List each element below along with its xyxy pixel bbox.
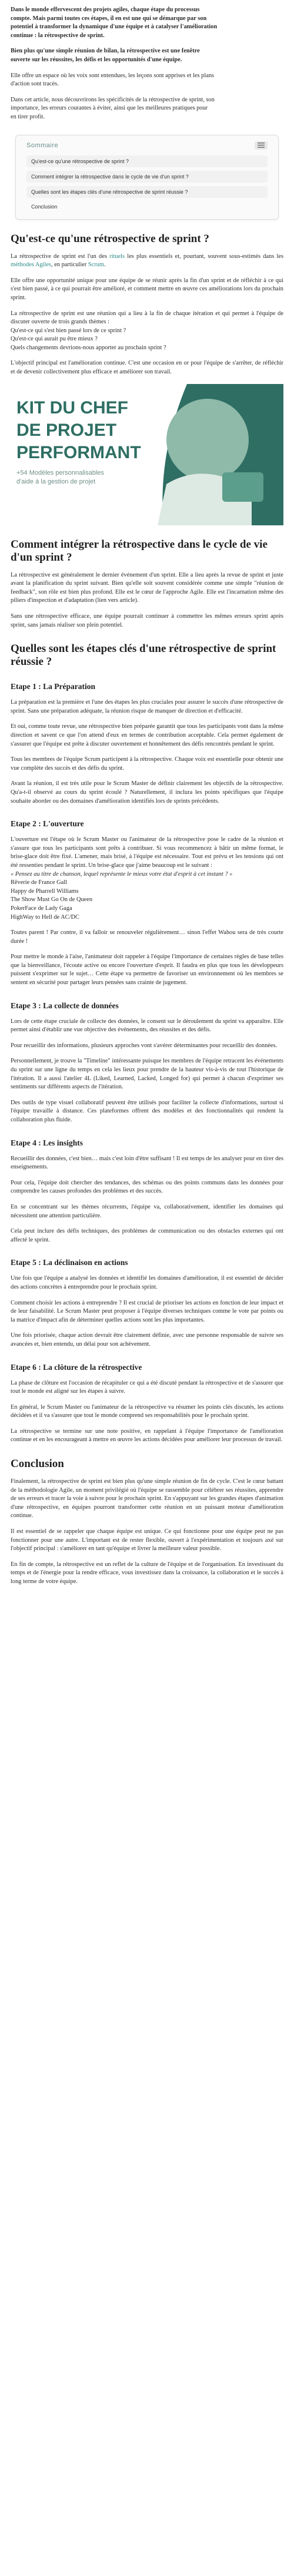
intro-paragraph-1: Dans le monde effervescent des projets agiles, chaque étape du processus compte. Mais parmi toutes ces étapes, il en est une qui se démarque par son potentiel à transformer la dynamique d'une équipe et à catalyser l'amélioration continue : la rétrospective de sprint.	[11, 6, 218, 39]
paragraph: Une fois que l'équipe a analysé les données et identifié les domaines d'amélioration, il est essentiel de décider des actions concrètes à entreprendre pour le prochain sprint.	[11, 1275, 283, 1290]
paragraph: La préparation est la première et l'une des étapes les plus cruciales pour assurer le succès d'une rétrospective de sprint. Sans une préparation adéquate, la réunion risque de manquer de direction et d'efficacité.	[11, 699, 283, 714]
list-item: Qu'est-ce qui s'est bien passé lors de ce sprint ?	[11, 327, 126, 334]
link-scrum[interactable]: Scrum	[88, 261, 105, 269]
toc-header	[26, 141, 268, 150]
paragraph: Lors de cette étape cruciale de collecte des données, le consent sur le déroulement du sprint va apparaître. Elle permet ainsi d'établir une vue objective des événements, des réussites et des défis.	[11, 1018, 283, 1034]
paragraph: Elle offre une opportunité unique pour une équipe de se réunir après la fin d'un sprint et de réfléchir à ce qui s'est bien passé, à ce qui pourrait être amélioré, et comment mettre en œuvre ces améliorations lors du prochain sprint.	[11, 277, 283, 301]
list-item: The Show Must Go On de Queen	[11, 896, 93, 903]
toc-link-retrospective[interactable]: Qu'est-ce qu'une rétrospective de sprint ?	[26, 155, 268, 167]
intro-paragraph-2: Bien plus qu'une simple réunion de bilan, la rétrospective est une fenêtre ouverte sur les réussites, les défis et les opportunités d'une équipe.	[11, 48, 200, 63]
paragraph: La rétrospective de sprint est l'un des rituels les plus essentiels et, pourtant, souvent sous-estimés dans les méthodes Agiles, en particulier Scrum.	[11, 253, 283, 269]
table-of-contents	[15, 135, 279, 220]
toc-link-etapes[interactable]: Quelles sont les étapes clés d'une rétrospective de sprint réussie ?	[26, 186, 268, 198]
paragraph: Et oui, comme toute revue, une rétrospective bien préparée garantit que tous les participants vont dans la même direction et savent ce que l'on attend d'eux en termes de contribution acceptable. Cela permet également de s'assurer que l'équipe est prête à discuter ouvertement et honnêtement des défis rencontrés pendant le sprint.	[11, 723, 283, 747]
list-item: HighWay to Hell de AC/DC	[11, 913, 79, 921]
paragraph: Une fois priorisée, chaque action devrait être clairement définie, avec une personne responsable de suivre ses avancées et, bien entendu, un délai pour son achèvement.	[11, 1332, 283, 1347]
banner-title-line-3: PERFORMANT	[16, 442, 141, 462]
paragraph: En se concentrant sur les thèmes récurrents, l'équipe va, collaborativement, identifier les domaines qui nécessitent une attention particulière.	[11, 1203, 283, 1219]
banner-circle-shape	[166, 399, 249, 481]
paragraph: Sans une rétrospective efficace, une équipe pourrait continuer à commettre les mêmes erreurs sprint après sprint, sans jamais réaliser son plein potentiel.	[11, 613, 283, 628]
paragraph: L'objectif principal est l'amélioration continue. C'est une occasion en or pour l'équipe de s'arrêter, de réfléchir et de devenir collectivement plus efficace et améliorer son travail.	[11, 360, 283, 376]
step-heading-3: Etape 3 : La collecte de données	[11, 1001, 119, 1010]
paragraph: La rétrospective de sprint est une réunion qui a lieu à la fin de chaque itération et qui permet à l'équipe de discuter ouverte de trois grands thèmes :	[11, 310, 283, 326]
paragraph: Cela peut inclure des défis techniques, des problèmes de communication ou des obstacles externes qui ont affecté le sprint.	[11, 1228, 283, 1243]
kit-chef-de-projet-banner[interactable]	[11, 384, 283, 525]
paragraph: En fin de compte, la rétrospective est un reflet de la culture de l'équipe et de l'organisation. En investissant du temps et de l'énergie pour la rendre efficace, vous investissez dans la croissance, la collaboration et le succès à long terme de votre équipe.	[11, 1561, 283, 1585]
paragraph: Des outils de type visuel collaboratif peuvent être utilisés pour faciliter la collecte d'informations, surtout si l'équipe travaille à distance. Ces plateformes offrent des modèles et des fonctionnalités qui rendent la collaboration plus fluide.	[11, 1099, 283, 1123]
intro-paragraph-4: Dans cet article, nous découvrirons les spécificités de la rétrospective de sprint, son importance, les erreurs courantes à éviter, ainsi que les meilleures pratiques pour en tirer profit.	[11, 96, 215, 120]
paragraph: Toutes parent ! Par contre, il va falloir se renouveler régulièrement… sinon l'effet Wahou sera de très courte durée !	[11, 929, 283, 945]
toc-link-integration[interactable]: Comment intégrer la rétrospective dans le cycle de vie d'un sprint ?	[26, 171, 268, 183]
toc-title: Sommaire	[26, 141, 59, 149]
paragraph: Pour cela, l'équipe doit chercher des tendances, des schémas ou des points communs dans les données pour comprendre les causes profondes des problèmes et des succès.	[11, 1179, 283, 1195]
paragraph: Pour mettre le monde à l'aise, l'animateur doit rappeler à l'équipe l'importance de certaines règles de base telles que la bienveillance, l'écoute active ou encore l'ouverture d'esprit. Il faudra en plus que tous les développeurs puissent s'exprimer sur le sujet… Cette étape va permettre de favoriser un environnement où les membres se sentent en sécurité pour partager leurs pensées sans crainte de jugement.	[11, 953, 283, 986]
list-item: PokerFace de Lady Gaga	[11, 905, 72, 912]
paragraph: Il est essentiel de se rappeler que chaque équipe est unique. Ce qui fonctionne pour une équipe peut ne pas fonctionner pour une autre. L'important est de rester flexible, ouvert à l'expérimentation et toujours axé sur l'objectif principal : s'améliorer en tant qu'équipe et livrer la meilleure valeur possible.	[11, 1528, 283, 1552]
banner-subtitle-line-1: +54 Modèles personnalisables	[16, 469, 104, 476]
paragraph: Avant la réunion, il est très utile pour le Scrum Master de définir clairement les objectifs de la rétrospective. Qu'a-t-il observé au cours du sprint écoulé ? Naturellement, il inclura les points spécifiques que l'équipe souhaite aborder ou des domaines d'amélioration identifiés lors de sprints précédents.	[11, 780, 283, 804]
section-heading-conclusion: Conclusion	[11, 1458, 64, 1471]
article	[11, 0, 283, 1587]
paragraph: La rétrospective se termine sur une note positive, en rappelant à l'équipe l'importance de l'amélioration continue et en les encourageant à mettre en œuvre les actions décidées pour améliorer leur processus de travail.	[11, 1428, 283, 1443]
link-rituels[interactable]: rituels	[109, 253, 125, 260]
link-methodes-agiles[interactable]: méthodes Agiles	[11, 261, 51, 269]
list-item: Happy de Pharrell Williams	[11, 888, 79, 895]
toc-link-conclusion[interactable]: Conclusion	[31, 203, 58, 210]
menu-icon	[258, 143, 265, 148]
list-item: Qu'est-ce qui aurait pu être mieux ?	[11, 336, 98, 343]
step-heading-6: Etape 6 : La clôture de la rétrospective	[11, 1362, 142, 1372]
paragraph: Pour recueillir des informations, plusieurs approches vont s'avérer déterminantes pour recueillir des données.	[11, 1042, 278, 1049]
toc-toggle-button[interactable]	[255, 141, 268, 150]
question-list	[11, 327, 283, 353]
section-heading-integration: Comment intégrer la rétrospective dans le cycle de vie d'un sprint ?	[11, 538, 268, 564]
paragraph: En général, le Scrum Master ou l'animateur de la rétrospective va résumer les points clés discutés, les actions décidées et il va s'assurer que tout le monde comprend ses responsabilités pour le prochain sprint.	[11, 1403, 283, 1419]
paragraph: La rétrospective est généralement le dernier événement d'un sprint. Elle a lieu après la revue de sprint et juste avant la planification du sprint suivant. Bien qu'elle soit souvent considérée comme une simple "réunion de feedback", son rôle est bien plus profond. Elle est le cœur de l'approche Agile. Elle est l'incarnation même des piliers d'inspection et d'adaptation (lien vers article).	[11, 571, 283, 604]
banner-document-shape	[222, 472, 263, 502]
paragraph: La phase de clôture est l'occasion de récapituler ce qui a été discuté pendant la rétrospective et de s'assurer que tout le monde est aligné sur les étapes à suivre.	[11, 1379, 283, 1395]
paragraph: Comment choisir les actions à entreprendre ? Il est crucial de prioriser les actions en fonction de leur impact et de leur faisabilité. Le Scrum Master peut proposer à l'équipe diverses techniques comme le vote par points ou la matrice d'impact afin de déterminer quelles actions sont les plus importantes.	[11, 1299, 283, 1323]
section-heading-etapes: Quelles sont les étapes clés d'une rétrospective de sprint réussie ?	[11, 643, 276, 668]
section-heading-retrospective: Qu'est-ce qu'une rétrospective de sprint ?	[11, 232, 209, 245]
step-heading-5: Etape 5 : La déclinaison en actions	[11, 1258, 128, 1267]
banner-subtitle-line-2: d'aide à la gestion de projet	[16, 478, 96, 485]
paragraph: Personnellement, je trouve la "Timeline" intéressante puisque les membres de l'équipe retracent les événements du sprint sur une ligne du temps en cela les lieux pour prendre de la hauteur vis-à-vis de tout l'historique de l'itération. Il a aussi l'atelier 4L (Liked, Learned, Lacked, Longed for) qui permet à chacun d'exprimer ses sentiments sur différents aspects de l'itération.	[11, 1058, 283, 1091]
step-heading-4: Etape 4 : Les insights	[11, 1138, 83, 1147]
song-list	[11, 879, 283, 922]
quote: « Pensez au titre de chanson, lequel représente le mieux votre état d'esprit à cet instant ? »	[11, 870, 233, 878]
banner-title-line-2: DE PROJET	[16, 420, 117, 440]
list-item: Quels changements devrions-nous apporter au prochain sprint ?	[11, 344, 166, 351]
paragraph: L'ouverture est l'étape où le Scrum Master ou l'animateur de la rétrospective pose le cadre de la réunion et s'assure que tous les participants sont prêts à contribuer. Si vous recommencez à bâtir un même format, le brise-glace doit être fixé. L'amener, mais brisé, à l'équipe est nécessaire. Tout est prévu et les tensions qui ont été ressenties pendant le sprint. Un brise-glace que j'aime beaucoup est le suivant :	[11, 836, 283, 869]
paragraph: Tous les membres de l'équipe Scrum participent à la rétrospective. Chaque voix est essentielle pour obtenir une vue complète des succès et des défis du sprint.	[11, 756, 283, 772]
step-heading-2: Etape 2 : L'ouverture	[11, 819, 84, 829]
intro-paragraph-3: Elle offre un espace où les voix sont entendues, les leçons sont apprises et les plans d'action sont tracés.	[11, 72, 215, 88]
list-item: Rêverie de France Gall	[11, 879, 68, 886]
step-heading-1: Etape 1 : La Préparation	[11, 682, 95, 691]
banner-title-line-1: KIT DU CHEF	[16, 398, 128, 418]
paragraph: Recueillir des données, c'est bien… mais c'est loin d'être suffisant ! Il est temps de les analyser pour en tirer des enseignements.	[11, 1155, 283, 1171]
paragraph: Finalement, la rétrospective de sprint est bien plus qu'une simple réunion de fin de cycle. C'est le cœur battant de la méthodologie Agile, un moment privilégié où l'équipe se rassemble pour célébrer ses réussites, apprendre de ses erreurs et tracer la voie à suivre pour le prochain sprint. En s'appuyant sur les grandes étapes d'animation d'une rétrospective, en équipes pourront transformer cette réunion en un puissant moteur d'amélioration continue.	[11, 1478, 283, 1519]
